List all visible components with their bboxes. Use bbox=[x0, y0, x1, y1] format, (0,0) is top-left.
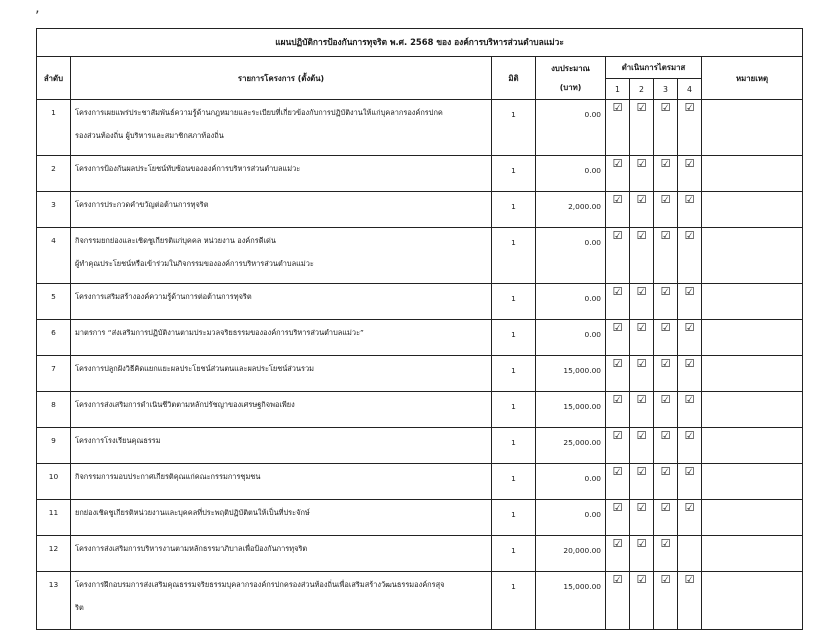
checked-box-icon: ☑ bbox=[612, 429, 623, 442]
table-row bbox=[37, 428, 803, 464]
checked-box-icon: ☑ bbox=[684, 285, 695, 298]
project-dimension: 1 bbox=[492, 572, 536, 630]
quarter-2-cell bbox=[630, 392, 654, 428]
checked-box-icon: ☑ bbox=[660, 573, 671, 586]
table-row bbox=[37, 536, 803, 572]
project-name-line: กิจกรรมยกย่องและเชิดชูเกียรติแก่บุคคล หน่วยงาน องค์กรดีเด่น bbox=[75, 236, 276, 245]
quarter-1-cell bbox=[606, 100, 630, 156]
checked-box-icon: ☑ bbox=[636, 357, 647, 370]
checked-box-icon: ☑ bbox=[612, 321, 623, 334]
plan-table bbox=[36, 28, 803, 630]
checked-box-icon: ☑ bbox=[660, 357, 671, 370]
checked-box-icon: ☑ bbox=[636, 465, 647, 478]
checked-box-icon: ☑ bbox=[612, 229, 623, 242]
checked-box-icon: ☑ bbox=[660, 465, 671, 478]
row-number: 11 bbox=[37, 500, 71, 536]
table-row bbox=[37, 320, 803, 356]
quarter-1-cell bbox=[606, 156, 630, 192]
project-note bbox=[702, 192, 803, 228]
quarter-1-cell bbox=[606, 500, 630, 536]
project-dimension: 1 bbox=[492, 536, 536, 572]
quarter-3-cell bbox=[654, 156, 678, 192]
checked-box-icon: ☑ bbox=[684, 193, 695, 206]
project-name bbox=[71, 356, 492, 392]
project-budget: 2,000.00 bbox=[536, 192, 606, 228]
header-quarter-3: 3 bbox=[654, 79, 678, 100]
checked-box-icon: ☑ bbox=[660, 393, 671, 406]
row-number: 10 bbox=[37, 464, 71, 500]
project-dimension: 1 bbox=[492, 500, 536, 536]
quarter-2-cell bbox=[630, 192, 654, 228]
checked-box-icon: ☑ bbox=[612, 501, 623, 514]
project-name-line: รองส่วนท้องถิ่น ผู้บริหารและสมาชิกสภาท้องถิ่น bbox=[75, 131, 224, 140]
project-budget: 0.00 bbox=[536, 100, 606, 156]
checked-box-icon: ☑ bbox=[636, 321, 647, 334]
project-name-line: โครงการป้องกันผลประโยชน์ทับซ้อนขององค์การบริหารส่วนตำบลแม่วะ bbox=[75, 164, 301, 173]
checked-box-icon: ☑ bbox=[612, 101, 623, 114]
project-note bbox=[702, 536, 803, 572]
project-name-line: โครงการส่งเสริมการดำเนินชีวิตตามหลักปรัชญาของเศรษฐกิจพอเพียง bbox=[75, 400, 295, 409]
header-project: รายการโครงการ (ตั้งต้น) bbox=[71, 57, 492, 100]
project-budget: 20,000.00 bbox=[536, 536, 606, 572]
project-budget: 0.00 bbox=[536, 156, 606, 192]
project-note bbox=[702, 464, 803, 500]
project-name-line: โครงการปลูกฝังวิธีคิดแยกแยะผลประโยชน์ส่วนตนและผลประโยชน์ส่วนรวม bbox=[75, 364, 315, 373]
row-number: 9 bbox=[37, 428, 71, 464]
checked-box-icon: ☑ bbox=[636, 501, 647, 514]
table-row bbox=[37, 228, 803, 284]
checked-box-icon: ☑ bbox=[636, 193, 647, 206]
project-note bbox=[702, 156, 803, 192]
project-dimension: 1 bbox=[492, 192, 536, 228]
checked-box-icon: ☑ bbox=[660, 101, 671, 114]
quarter-2-cell bbox=[630, 100, 654, 156]
checked-box-icon: ☑ bbox=[636, 429, 647, 442]
checked-box-icon: ☑ bbox=[612, 285, 623, 298]
project-name-line: ริต bbox=[75, 603, 84, 612]
project-name bbox=[71, 156, 492, 192]
table-row bbox=[37, 156, 803, 192]
checked-box-icon: ☑ bbox=[612, 357, 623, 370]
row-number: 12 bbox=[37, 536, 71, 572]
quarter-4-cell bbox=[678, 536, 702, 572]
project-note bbox=[702, 100, 803, 156]
quarter-3-cell bbox=[654, 464, 678, 500]
quarter-1-cell bbox=[606, 356, 630, 392]
quarter-4-cell bbox=[678, 156, 702, 192]
checked-box-icon: ☑ bbox=[660, 537, 671, 550]
checked-box-icon: ☑ bbox=[636, 285, 647, 298]
project-name-line: มาตรการ “ส่งเสริมการปฏิบัติงานตามประมวลจริยธรรมขององค์การบริหารส่วนตำบลแม่วะ” bbox=[75, 328, 364, 337]
checked-box-icon: ☑ bbox=[636, 229, 647, 242]
project-budget: 0.00 bbox=[536, 284, 606, 320]
project-name bbox=[71, 392, 492, 428]
checked-box-icon: ☑ bbox=[684, 229, 695, 242]
quarter-1-cell bbox=[606, 464, 630, 500]
project-name bbox=[71, 428, 492, 464]
project-name-line: ผู้ทำคุณประโยชน์หรือเข้าร่วมในกิจกรรมขององค์การบริหารส่วนตำบลแม่วะ bbox=[75, 259, 314, 268]
row-number: 3 bbox=[37, 192, 71, 228]
checked-box-icon: ☑ bbox=[612, 465, 623, 478]
project-name-line: โครงการโรงเรียนคุณธรรม bbox=[75, 436, 161, 445]
project-dimension: 1 bbox=[492, 156, 536, 192]
project-dimension: 1 bbox=[492, 320, 536, 356]
header-note: หมายเหตุ bbox=[702, 57, 803, 100]
project-dimension: 1 bbox=[492, 428, 536, 464]
project-note bbox=[702, 428, 803, 464]
quarter-3-cell bbox=[654, 284, 678, 320]
checked-box-icon: ☑ bbox=[684, 321, 695, 334]
table-row bbox=[37, 192, 803, 228]
project-budget: 0.00 bbox=[536, 228, 606, 284]
quarter-2-cell bbox=[630, 572, 654, 630]
project-dimension: 1 bbox=[492, 464, 536, 500]
header-quarter-group: ดำเนินการไตรมาส bbox=[606, 57, 702, 79]
row-number: 2 bbox=[37, 156, 71, 192]
header-no: ลำดับ bbox=[37, 57, 71, 100]
quarter-3-cell bbox=[654, 536, 678, 572]
header-dimension: มิติ bbox=[492, 57, 536, 100]
quarter-3-cell bbox=[654, 320, 678, 356]
quarter-4-cell bbox=[678, 500, 702, 536]
project-dimension: 1 bbox=[492, 392, 536, 428]
project-dimension: 1 bbox=[492, 284, 536, 320]
checked-box-icon: ☑ bbox=[684, 465, 695, 478]
row-number: 13 bbox=[37, 572, 71, 630]
project-dimension: 1 bbox=[492, 356, 536, 392]
quarter-2-cell bbox=[630, 228, 654, 284]
row-number: 1 bbox=[37, 100, 71, 156]
table-row bbox=[37, 284, 803, 320]
quarter-4-cell bbox=[678, 428, 702, 464]
checked-box-icon: ☑ bbox=[660, 157, 671, 170]
table-body bbox=[37, 100, 803, 630]
checked-box-icon: ☑ bbox=[684, 157, 695, 170]
quarter-2-cell bbox=[630, 464, 654, 500]
quarter-2-cell bbox=[630, 500, 654, 536]
row-number: 8 bbox=[37, 392, 71, 428]
quarter-4-cell bbox=[678, 284, 702, 320]
project-note bbox=[702, 356, 803, 392]
project-name bbox=[71, 284, 492, 320]
quarter-1-cell bbox=[606, 284, 630, 320]
checked-box-icon: ☑ bbox=[636, 157, 647, 170]
checked-box-icon: ☑ bbox=[660, 193, 671, 206]
table-row bbox=[37, 100, 803, 156]
quarter-4-cell bbox=[678, 392, 702, 428]
project-name-line: โครงการประกวดคำขวัญต่อต้านการทุจริต bbox=[75, 200, 209, 209]
checked-box-icon: ☑ bbox=[684, 393, 695, 406]
quarter-4-cell bbox=[678, 100, 702, 156]
project-name bbox=[71, 100, 492, 156]
header-quarter-4: 4 bbox=[678, 79, 702, 100]
quarter-4-cell bbox=[678, 320, 702, 356]
quarter-4-cell bbox=[678, 464, 702, 500]
project-name bbox=[71, 500, 492, 536]
quarter-2-cell bbox=[630, 356, 654, 392]
project-budget: 0.00 bbox=[536, 464, 606, 500]
project-name-line: โครงการเสริมสร้างองค์ความรู้ด้านการต่อต้านการทุจริต bbox=[75, 292, 252, 301]
table-title: แผนปฏิบัติการป้องกันการทุจริต พ.ศ. 2568 ของ องค์การบริหารส่วนตำบลแม่วะ bbox=[37, 29, 803, 57]
checked-box-icon: ☑ bbox=[684, 101, 695, 114]
project-name-line: โครงการเผยแพร่ประชาสัมพันธ์ความรู้ด้านกฎหมายและระเบียบที่เกี่ยวข้องกับการปฏิบัติงานให้แก่บุคลากรองค์กรปกค bbox=[75, 108, 443, 117]
quarter-3-cell bbox=[654, 192, 678, 228]
quarter-1-cell bbox=[606, 320, 630, 356]
project-budget: 25,000.00 bbox=[536, 428, 606, 464]
row-number: 5 bbox=[37, 284, 71, 320]
checked-box-icon: ☑ bbox=[660, 285, 671, 298]
quarter-4-cell bbox=[678, 228, 702, 284]
project-budget: 0.00 bbox=[536, 320, 606, 356]
project-budget: 15,000.00 bbox=[536, 392, 606, 428]
quarter-4-cell bbox=[678, 356, 702, 392]
project-name bbox=[71, 192, 492, 228]
quarter-4-cell bbox=[678, 192, 702, 228]
checked-box-icon: ☑ bbox=[612, 157, 623, 170]
quarter-2-cell bbox=[630, 536, 654, 572]
checked-box-icon: ☑ bbox=[612, 537, 623, 550]
quarter-3-cell bbox=[654, 356, 678, 392]
project-note bbox=[702, 572, 803, 630]
checked-box-icon: ☑ bbox=[684, 501, 695, 514]
checked-box-icon: ☑ bbox=[660, 501, 671, 514]
header-quarter-2: 2 bbox=[630, 79, 654, 100]
quarter-3-cell bbox=[654, 572, 678, 630]
project-name-line: ยกย่องเชิดชูเกียรติหน่วยงานและบุคคลที่ประพฤติปฏิบัติตนให้เป็นที่ประจักษ์ bbox=[75, 508, 310, 517]
project-name-line: โครงการส่งเสริมการบริหารงานตามหลักธรรมาภิบาลเพื่อป้องกันการทุจริต bbox=[75, 544, 308, 553]
quarter-3-cell bbox=[654, 428, 678, 464]
quarter-3-cell bbox=[654, 500, 678, 536]
project-budget: 15,000.00 bbox=[536, 572, 606, 630]
project-note bbox=[702, 228, 803, 284]
checked-box-icon: ☑ bbox=[636, 537, 647, 550]
quarter-2-cell bbox=[630, 320, 654, 356]
project-name bbox=[71, 464, 492, 500]
table-row bbox=[37, 572, 803, 630]
checked-box-icon: ☑ bbox=[684, 573, 695, 586]
project-note bbox=[702, 320, 803, 356]
checked-box-icon: ☑ bbox=[636, 101, 647, 114]
project-dimension: 1 bbox=[492, 228, 536, 284]
corner-mark: ’ bbox=[35, 9, 40, 25]
quarter-3-cell bbox=[654, 100, 678, 156]
quarter-2-cell bbox=[630, 428, 654, 464]
project-budget: 15,000.00 bbox=[536, 356, 606, 392]
quarter-2-cell bbox=[630, 284, 654, 320]
checked-box-icon: ☑ bbox=[636, 393, 647, 406]
quarter-2-cell bbox=[630, 156, 654, 192]
row-number: 4 bbox=[37, 228, 71, 284]
checked-box-icon: ☑ bbox=[660, 429, 671, 442]
header-quarter-1: 1 bbox=[606, 79, 630, 100]
header-budget bbox=[536, 57, 606, 100]
checked-box-icon: ☑ bbox=[660, 321, 671, 334]
project-name bbox=[71, 536, 492, 572]
checked-box-icon: ☑ bbox=[612, 193, 623, 206]
project-name bbox=[71, 572, 492, 630]
table-row bbox=[37, 392, 803, 428]
table-row bbox=[37, 500, 803, 536]
project-note bbox=[702, 500, 803, 536]
quarter-4-cell bbox=[678, 572, 702, 630]
project-name bbox=[71, 228, 492, 284]
quarter-3-cell bbox=[654, 228, 678, 284]
project-name bbox=[71, 320, 492, 356]
checked-box-icon: ☑ bbox=[612, 393, 623, 406]
project-note bbox=[702, 284, 803, 320]
row-number: 7 bbox=[37, 356, 71, 392]
checked-box-icon: ☑ bbox=[684, 429, 695, 442]
quarter-1-cell bbox=[606, 536, 630, 572]
table-row bbox=[37, 464, 803, 500]
table-row bbox=[37, 356, 803, 392]
row-number: 6 bbox=[37, 320, 71, 356]
quarter-1-cell bbox=[606, 572, 630, 630]
header-budget-line1: งบประมาณ bbox=[551, 64, 590, 73]
header-budget-line2: (บาท) bbox=[559, 83, 582, 92]
quarter-1-cell bbox=[606, 392, 630, 428]
project-dimension: 1 bbox=[492, 100, 536, 156]
project-name-line: กิจกรรมการมอบประกาศเกียรติคุณแก่คณะกรรมการชุมชน bbox=[75, 472, 261, 481]
project-budget: 0.00 bbox=[536, 500, 606, 536]
project-note bbox=[702, 392, 803, 428]
checked-box-icon: ☑ bbox=[660, 229, 671, 242]
checked-box-icon: ☑ bbox=[636, 573, 647, 586]
quarter-1-cell bbox=[606, 192, 630, 228]
quarter-1-cell bbox=[606, 228, 630, 284]
project-name-line: โครงการฝึกอบรมการส่งเสริมคุณธรรมจริยธรรมบุคลากรองค์กรปกครองส่วนท้องถิ่นเพื่อเสริมสร้างวัฒนธรรมองค์กรสุจ bbox=[75, 580, 445, 589]
checked-box-icon: ☑ bbox=[684, 357, 695, 370]
checked-box-icon: ☑ bbox=[612, 573, 623, 586]
quarter-3-cell bbox=[654, 392, 678, 428]
quarter-1-cell bbox=[606, 428, 630, 464]
